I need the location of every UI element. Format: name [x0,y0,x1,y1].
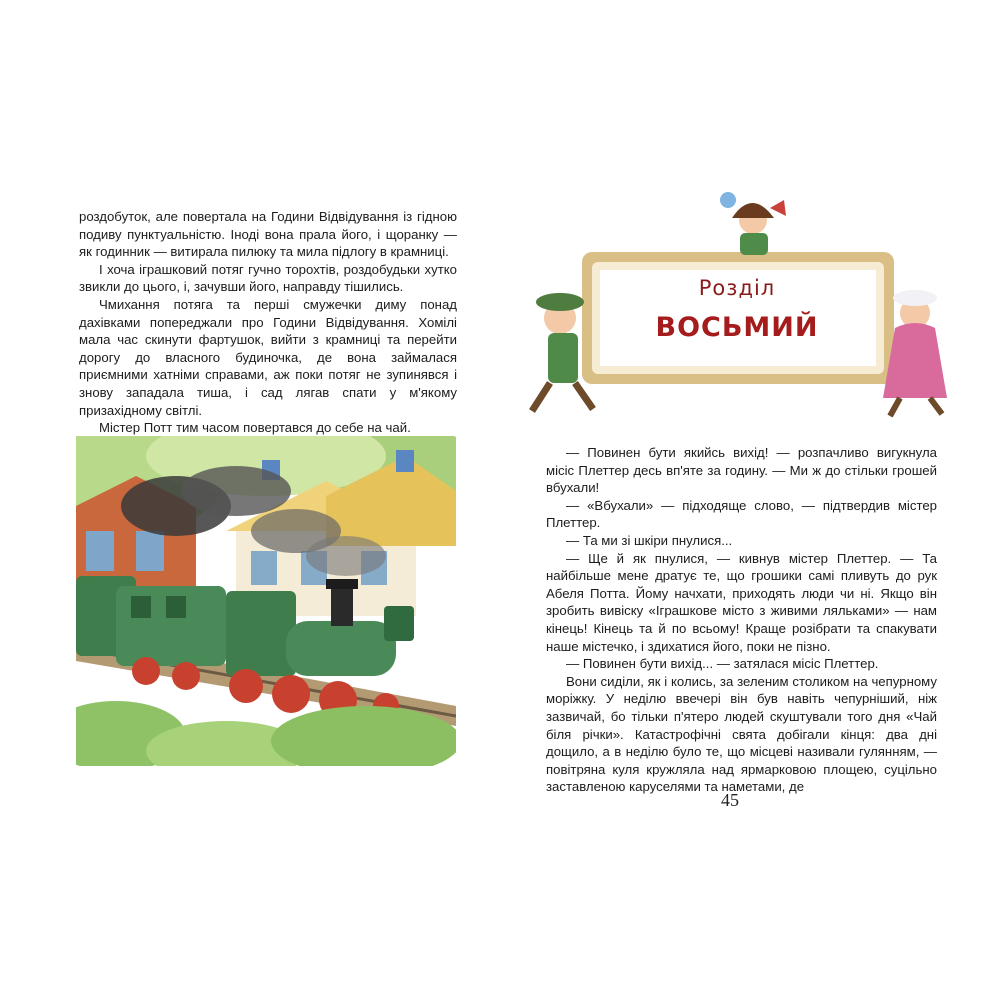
left-paragraph: І хоча іграшковий потяг гучно торохтів, роздобудьки хутко звикли до цього, і, зачувши його, направду тішились. [79,261,457,295]
right-paragraph: — Повинен бути вихід... — затялася місіс Плеттер. [566,656,879,672]
chapter-label: Розділ [698,276,776,300]
page-number: 45 [721,790,739,810]
right-paragraph: — Ще й як пнулися, — кивнув містер Плеттер. — Та найбільше мене дратує те, що грошики самі пливуть до рук Абеля Потта. Йому начхати, приходять люди чи ні. Якщо він зробить вивіску «Іграшкове місто з живими ляльками» — нам кінець! Кінець та й по всьому! Краще розібрати та спакувати наше містечко, і здихатися його, поки не пізно. [546,550,937,654]
left-page-text [79,208,457,437]
left-paragraph: Містер Потт тим часом повертався до себе на чай. [99,420,411,436]
left-paragraph: роздобуток, але повертала на Години Відвідування із гідною подиву пунктуальністю. Іноді вона прала його, і щоранку — як годинник — витирала пилюку та мила підлогу в крамниці. [79,209,457,260]
chapter-header-illustration [520,178,950,428]
right-paragraph: Вони сиділи, як і колись, за зеленим столиком на чепурному моріжку. У неділю ввечері він був навіть чепурніший, ніж зазвичай, бо тільки п'ятеро людей скуштували того дня «Чай біля річки». Катастрофічні свята добігали кінця: два дні дощило, а в неділю було те, що місцеві називали гулянням, — повітряна куля кружляла над ярмарковою площею, суцільно заставленою каруселями та наметами, де [546,673,937,795]
right-paragraph: — «Вбухали» — підходяще слово, — підтвердив містер Плеттер. [546,497,937,531]
right-paragraph: — Повинен бути якийсь вихід! — розпачливо вигукнула місіс Плеттер десь вп'яте за годину. — Ми ж до стільки грошей вбухали! [546,445,937,496]
toy-train-illustration [76,436,456,766]
right-page-text [546,444,937,796]
right-paragraph: — Та ми зі шкіри пнулися... [566,532,733,548]
chapter-number: ВОСЬМИЙ [655,312,819,343]
left-paragraph: Чмихання потяга та перші смужечки диму понад дахівками попереджали про Години Відвідування. Хомілі мала час скинути фартушок, вийти з крамниці та перейти дорогу до власного будиночка, де вона займалася приємними хатніми справами, аж поки потяг не зупинявся і знову западала тиша, і сад лягав спати у м'якому призахідному світлі. [79,296,457,418]
